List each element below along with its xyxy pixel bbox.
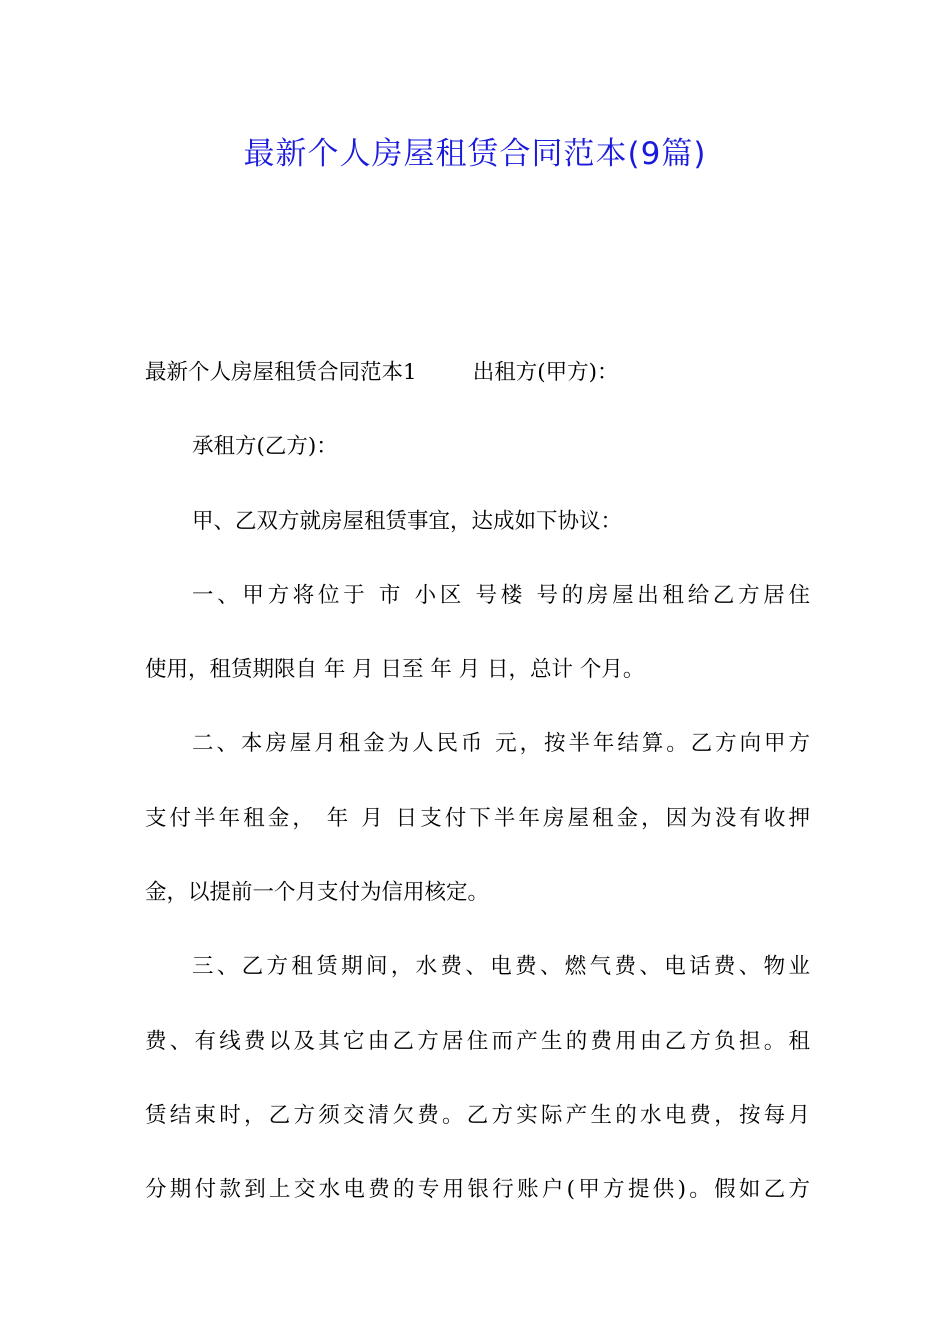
paragraph-line: 甲、乙双方就房屋租赁事宜，达成如下协议：: [192, 508, 623, 534]
paragraph-line: 支付半年租金， 年 月 日支付下半年房屋租金，因为没有收押: [145, 805, 810, 831]
paragraph-line: 三、乙方租赁期间，水费、电费、燃气费、电话费、物业: [192, 954, 810, 980]
paragraph-line: 一、甲方将位于 市 小区 号楼 号的房屋出租给乙方居住: [192, 582, 810, 608]
paragraph-line: 赁结束时，乙方须交清欠费。乙方实际产生的水电费，按每月: [145, 1102, 810, 1128]
paragraph-line: 费、有线费以及其它由乙方居住而产生的费用由乙方负担。租: [145, 1028, 810, 1054]
document-body: [145, 336, 810, 1228]
section-heading: 最新个人房屋租赁合同范本1: [145, 360, 417, 385]
paragraph-line: 承租方(乙方)：: [192, 434, 338, 460]
document-title: 最新个人房屋租赁合同范本(9篇): [243, 136, 707, 172]
paragraph-line: [145, 336, 810, 410]
paragraph-line: 使用，租赁期限自 年 月 日至 年 月 日，总计 个月。: [145, 657, 645, 683]
lessor-label: 出租方(甲方)：: [472, 360, 619, 385]
paragraph-line: 二、本房屋月租金为人民币 元，按半年结算。乙方向甲方: [192, 731, 810, 757]
paragraph-line: 分期付款到上交水电费的专用银行账户(甲方提供)。假如乙方: [145, 1177, 810, 1203]
paragraph-line: 金，以提前一个月支付为信用核定。: [145, 880, 490, 906]
